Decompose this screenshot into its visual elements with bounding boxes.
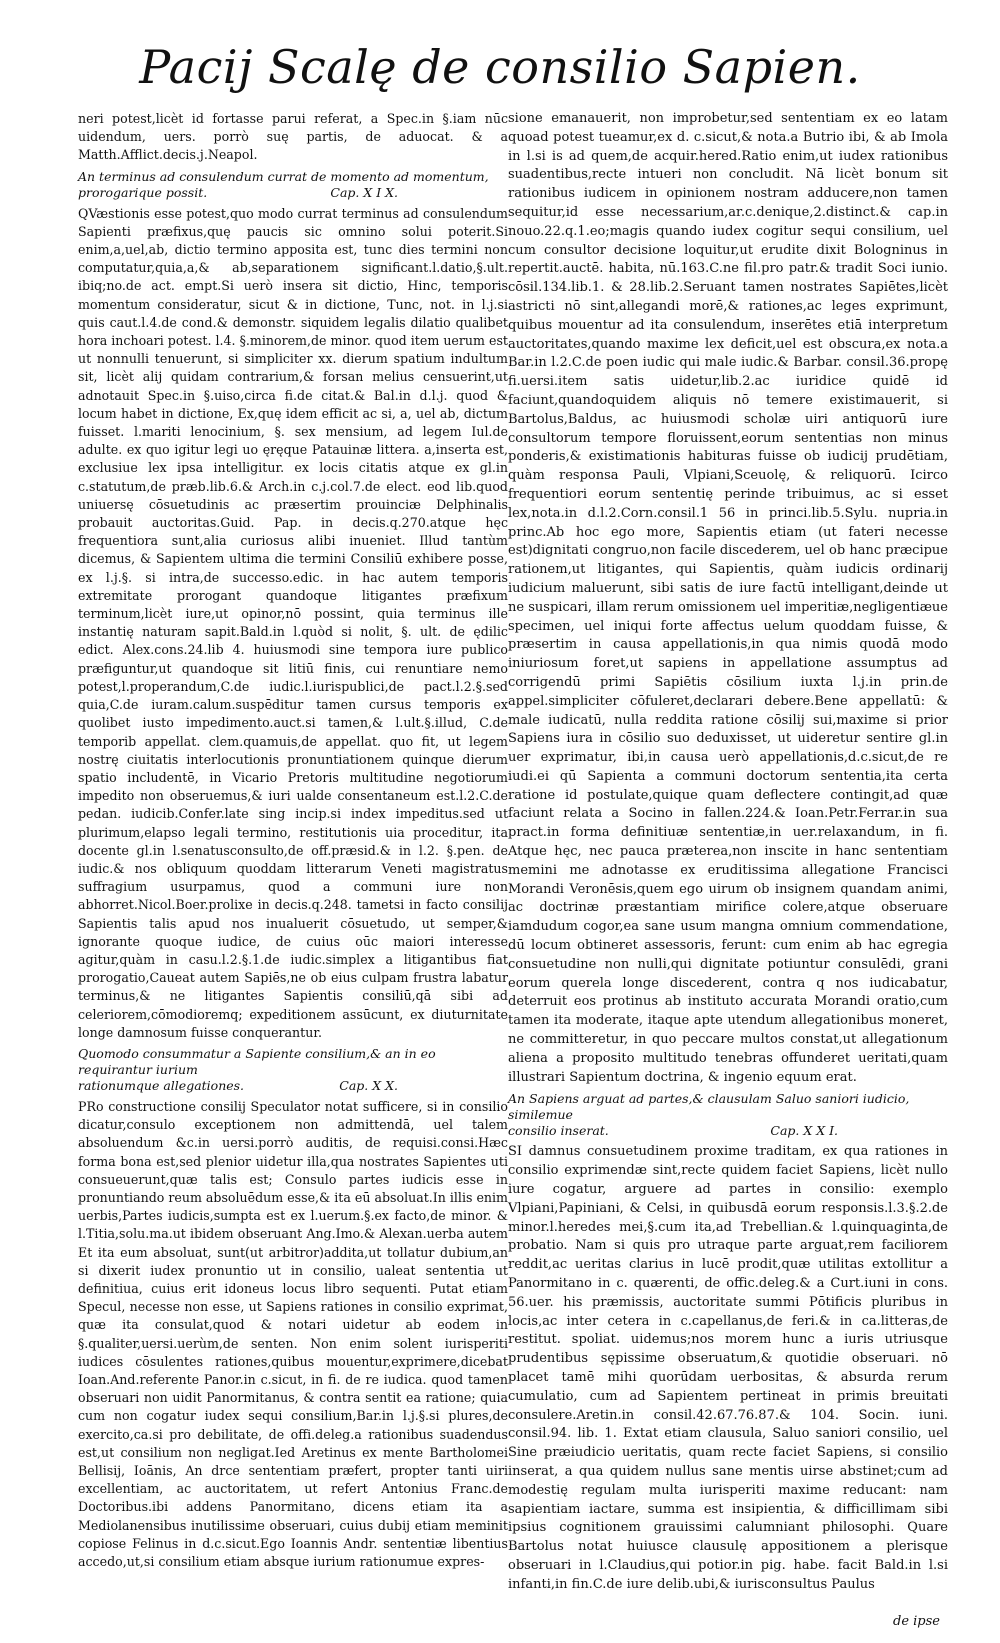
chapter-21-subtitle-row [508,1123,948,1139]
chapter-19-title: An terminus ad consulendum currat de momento ad momentum, [78,168,489,184]
paragraph: PRo constructione consilij Speculator notat sufficere, si in consilio dicatur,consulo exceptionem non admittendā, uel talem absoluendum &c.in uersi.porrò auditis, de requisi.consi.Hæc forma bona est,sed plenior uidetur illa,qua nostrates Sapientes uti consueuerunt,quæ talis est; Consulo partes iudicis esse in pronuntiando reum absoluēdum esse,& ita eū absoluat.In illis enim uerbis,Partes iudicis,sumpta est ex l.uerum.§.ex facto,de minor. & l.Titia,solu.ma.ut ibidem obseruant Ang.Imo.& Alexan.uerba autem Et ita eum absoluat, sunt(ut arbitror)addita,ut tollatur dubium,an si dixerit iudex pronuntio ut in consilio, ualeat sententia ut definitiua, cuius erit idoneus locus libro sequenti. Putat etiam Specul, necesse non esse, ut Sapiens rationes in consilio exprimat, quæ ita consulat,quod & notari uidetur ab eodem in §.qualiter,uersi.uerùm,de senten. Non enim solent iurisperiti iudices cōsulentes rationes,quibus mouentur,exprimere,dicebat Ioan.And.referente Panor.in c.sicut, in fi. de re iudica. quod tamen obseruari non uidit Panormitanus, & contra sentit ea ratione; quia cum non cogatur iudex sequi consilium,Bar.in l.j.§.si plures,de exercito,ca.si pro debilitate, de offi.deleg.a rationibus suadendus est,ut consilium non negligat.Ied Aretinus ex mente Bartholomei Bellisij, Ioānis, An drce sententiam præfert, propter tanti uiri excellentiam, ac auctoritatem, ut refert Antonius Franc.de Doctoribus.ibi addens Panormitano, dicens etiam ita a Mediolanensibus inutilissime obseruari, cuius dubij etiam meminit copiose Felinus in d.c.sicut.Ego Ioannis Andr. sententiæ libentius accedo,ut,si consilium etiam absque iurium rationumue expres- [78,1098,508,1570]
paragraph: SI damnus consuetudinem proxime traditam, ex qua rationes in consilio exprimendæ sint,recte quidem faciet Sapiens, licèt nullo iure cogatur, arguere ad partes in consilio: exemplo Vlpiani,Papiniani, & Celsi, in quibusdā eorum responsis.l.3.§.2.de minor.l.heredes mei,§.cum ita,ad Trebellian.& l.quinquaginta,de probatio. Nam si quis pro utraque parte arguat,rem faciliorem reddit,ac ueritas clarius in lucē prodit,quæ utilitas extollitur a Panormitano in c. quærenti, de offic.deleg.& a Curt.iuni in cons. 56.uer. his præmissis, auctoritate summi Pōtificis pluribus in locis,ac inter cetera in c.capellanus,de feri.& in ca.litteras,de restitut. spoliat. uidemus;nos morem hunc a iuris utriusque prudentibus sępissime obseruatum,& quotidie obseruari. nō placet tamē mihi quorūdam uerbositas, & absurda rerum cumulatio, cum ad Sapientem pertineat in primis breuitati consulere.Aretin.in consil.42.67.76.87.& 104. Socin. iuni. consil.94. lib. 1. Extat etiam clausula, Saluo saniori consilio, uel Sine præiudicio ueritatis, quam recte faciet Sapiens, si consilio inserat, a qua quidem nullus sane mentis uirse abstinet;cum ad modestię regulam multa iurisperiti maxime reducant: nam sapientiam iactare, summa est insipientia, & difficillimam sibi ipsius cognitionem grauissimi calumniant philosophi. Quare Bartolus notat huiusce clausulę appositionem a plerisque obseruari in l.Claudius,qui potior.in pig. habe. facit Bald.in l.si infanti,in fin.C.de iure delib.ubi,& iurisconsultus Paulus [508,1144,948,1592]
chapter-21-subtitle: consilio inserat. [508,1123,609,1139]
right-column [508,110,948,1597]
chapter-20-subtitle-row [78,1078,508,1094]
chapter-21-title: An Sapiens arguat ad partes,& clausulam Saluo saniori iudicio, similemue [508,1091,910,1123]
paragraph: sione emanauerit, non improbetur,sed sententiam ex eo latam quoad potest tueamur,ex d. c.sicut,& nota.a Butrio ibi, & ab Imola in l.si is ad quem,de acquir.hered.Ratio enim,ut iudex rationibus suadentibus,recte intueri non concludit. Nā licèt bonum sit rationibus iudicem in opinionem nostram adducere,non tamen sequitur,id esse necessarium,ar.c.denique,2.distinct.& cap.in nouo.22.q.1.eo;magis quando iudex cogitur sequi consilium, uel cum consultor decisione loquitur,ut erudite dixit Bologninus in repertit.auctē. habita, nū.163.C.ne fil.pro patr.& tradit Soci iunio. cōsil.134.lib.1. & 28.lib.2.Seruant tamen nostrates Sapiētes,licèt astricti nō sint,allegandi morē,& rationes,ac leges exprimunt, quibus mouentur ad ita consulendum, inserētes etiā interpretum auctoritates,quando maxime lex deficit,uel est obscura,ex nota.a Bar.in l.2.C.de poen iudic qui male iudic.& Barbar. consil.36.propę fi.uersi.item satis uidetur,lib.2.ac iuridice quidē id faciunt,quandoquidem aliquis nō temere existimauerit, si Bartolus,Baldus, ac huiusmodi scholæ uiri antiquorū iure consultorum tempore floruissent,eorum sententias non minus ponderis,& existimationis habituras fuisse ob iudicij prudētiam, quàm responsa Pauli, Vlpiani,Sceuolę, & reliquorū. Icirco frequentiori eorum sententię perinde tribuimus, ac si esset lex,nota.in d.l.2.Corn.consil.1 56 in princi.lib.5.Sylu. nupria.in princ.Ab hoc ego more, Sapientis etiam (ut fateri necesse est)dignitati congruo,non facile discederem, uel ob hanc præcipue rationem,ut litigantes, qui Sapientis, quàm iudicis ordinarij iudicium maluerunt, sibi satis de iure factū intelligant,deinde ut ne suspicari, illam rerum omissionem uel imperitiæ,negligentiæue specimen, uel iniqui forte affectus uelum quoddam fuisse, & præsertim in causa appellationis,in qua nimis quodā modo iniuriosum foret,ut sapiens in appellatione assumptus ad corrigendū primi Sapiētis cōsilium iuxta l.j.in prin.de appel.simpliciter cōfuleret,declarari debere.Bene appellatū: & male iudicatū, nulla reddita ratione cōsilij sui,maxime si prior Sapiens iura in cōsilio suo deduxisset, ut uideretur sentire gl.in uer exprimatur, ibi,in causa uerò appellationis,d.c.sicut,de re iudi.ei qū Sapienta a communi doctorum sententia,ita certa ratione id postulate,quique quam deflectere contingit,ad quæ faciunt relata a Socino in fallen.224.& Ioan.Petr.Ferrar.in sua pract.in forma definitiuæ sententiæ,in uer.relaxandum, in fi. Atque hęc, nec pauca præterea,non inscite in hanc sententiam memini me adnotasse ex eruditissima allegatione Francisci Morandi Veronēsis,quem ego uirum ob insignem quandam animi, ac doctrinæ præstantiam mirifice colere,atque obseruare iamdudum cogor,ea sane usum mangna omnium commendatione, dū locum obtineret assessoris, ferunt: cum enim ab hac egregia consuetudine non nulli,qui dignitate potiuntur consulēdi, grani eorum querela longe discederent, contra q nos iudicabatur, deterruit eos protinus ab instituto accurata Morandi oratio,cum tamen ita moderate, itaque apte utendum allegationibus moneret, ne committeretur, in quo peccare multos constat,ut allegationum aliena a proposito multitudo tenebras offunderet ueritati,quam illustrari Sapientum doctrina, & ingenio equum erat. [508,111,948,1085]
chapter-20-subtitle: rationumque allegationes. [78,1077,245,1093]
chapter-19-subtitle-row [78,185,508,201]
paragraph: neri potest,licèt id fortasse parui referat, a Spec.in §.iam nūc uidendum, uers. porrò suę partis, de aduocat. & a Matth.Afflict.decis.j.Neapol. [78,111,508,163]
chapter-21-number: Cap. X X I. [770,1123,838,1139]
paragraph: QVæstionis esse potest,quo modo currat terminus ad consulendum Sapienti præfixus,quę paucis sic omnino solui poterit.Si enim,a,uel,ab, dictio termino apposita est, tunc dies termini non computatur,quia,a,& ab,separationem significant.l.datio,§.ult. ibiq;no.de act. empt.Si uerò insera sit dictio, Hinc, temporis momentum consideratur, sicut & in dictione, Tunc, not. in l.j.si quis caut.l.4.de cond.& demonstr. siquidem legalis dilatio qualibet hora inchoari potest. l.4. §.minorem,de minor. quod item uerum est ut nonnulli tenuerunt, si simpliciter xx. dierum spatium indultum sit, licèt alij quidam contrarium,& forsan melius censuerint,ut adnotauit Spec.in §.uiso,circa fi.de citat.& Bal.in d.l.j. quod & locum habet in dictione, Ex,quę idem efficit ac si, a, uel ab, dictum fuisset. l.mariti lenocinium, §. sex mensium, ad legem Iul.de adulte. ex quo igitur legi uo ęręque Patauinæ littera. a,inserta est, exclusiue lex ipsa intelligitur. ex locis citatis atque ex gl.in c.statutum,de præb.lib.6.& Arch.in c.j.col.7.de elect. eod lib.quod uniuersę cōsuetudinis ac præsertim prouinciæ Delphinalis probauit auctoritas.Guid. Pap. in decis.q.270.atque hęc frequentiora sunt,alia curiosus alibi inueniet. Illud tantùm dicemus, & Sapientem ultima die termini Consiliū exhibere posse, ex l.j.§. si intra,de successo.edic. in hac autem temporis extremitate prorogant quandoque litigantes præfixum terminum,licèt iure,ut opinor,nō possint, quia terminus ille instantię naturam sapit.Bald.in l.quòd si nolit, §. ult. de ędilic edict. Alex.cons.24.lib 4. huiusmodi sine tempora iure publico præfiguntur,ut quandoque sit litiū finis, cui renuntiare nemo potest,l.properandum,C.de iudic.l.iurispublici,de pact.l.2.§.sed quia,C.de iuram.calum.suspēditur tamen cursus temporis ex quolibet iusto impedimento.auct.si tamen,& l.ult.§.illud, C.de temporib appellat. clem.quamuis,de appellat. quo fit, ut legem nostrę ciuitatis interlocutionis pronuntiationem quinque dierum spatio includentē, in Vicario Pretoris multitudine negotiorum impedito non obseruemus,& iuri ualde consentaneum est.l.2.C.de pedan. iudicib.Confer.late sing incip.si index impeditus.sed ut plurimum,elapso legali termino, restitutionis uia proceditur, ita docente gl.in l.senatusconsulto,de off.præsid.& in l.2. §.pen. de iudic.& nos obliquum quoddam litterarum Veneti magistratus suffragium usurpamus, quod a communi iure non abhorret.Nicol.Boer.prolixe in decis.q.248. tametsi in facto consilij Sapientis talis apud nos inualuerit cōsuetudo, ut semper,& ignorante quoque iudice, de cuius oūc maiori interesse agitur,quàm in casu.l.2.§.1.de iudic.simplex a litigantibus fiat prorogatio,Caueat autem Sapiēs,ne ob eius culpam frustra labatur terminus,& ne litigantes Sapientis consiliū,qā sibi ad celeriorem,cōmodioremq; expeditionem assūcunt, ex diuturnitate longe damnosum fuisse conquerantur. [78,205,508,1040]
running-title: Pacij Scalę de consilio Sapien. [139,40,861,94]
chapter-19-subtitle: prorogarique possit. [78,184,208,200]
chapter-20-title: Quomodo consummatur a Sapiente consilium,& an in eo requirantur iurium [78,1045,436,1077]
chapter-19-number: Cap. X I X. [330,184,398,200]
catchword: de ipse [893,1614,940,1629]
left-column [78,110,508,1573]
chapter-20-number: Cap. X X. [339,1077,398,1093]
